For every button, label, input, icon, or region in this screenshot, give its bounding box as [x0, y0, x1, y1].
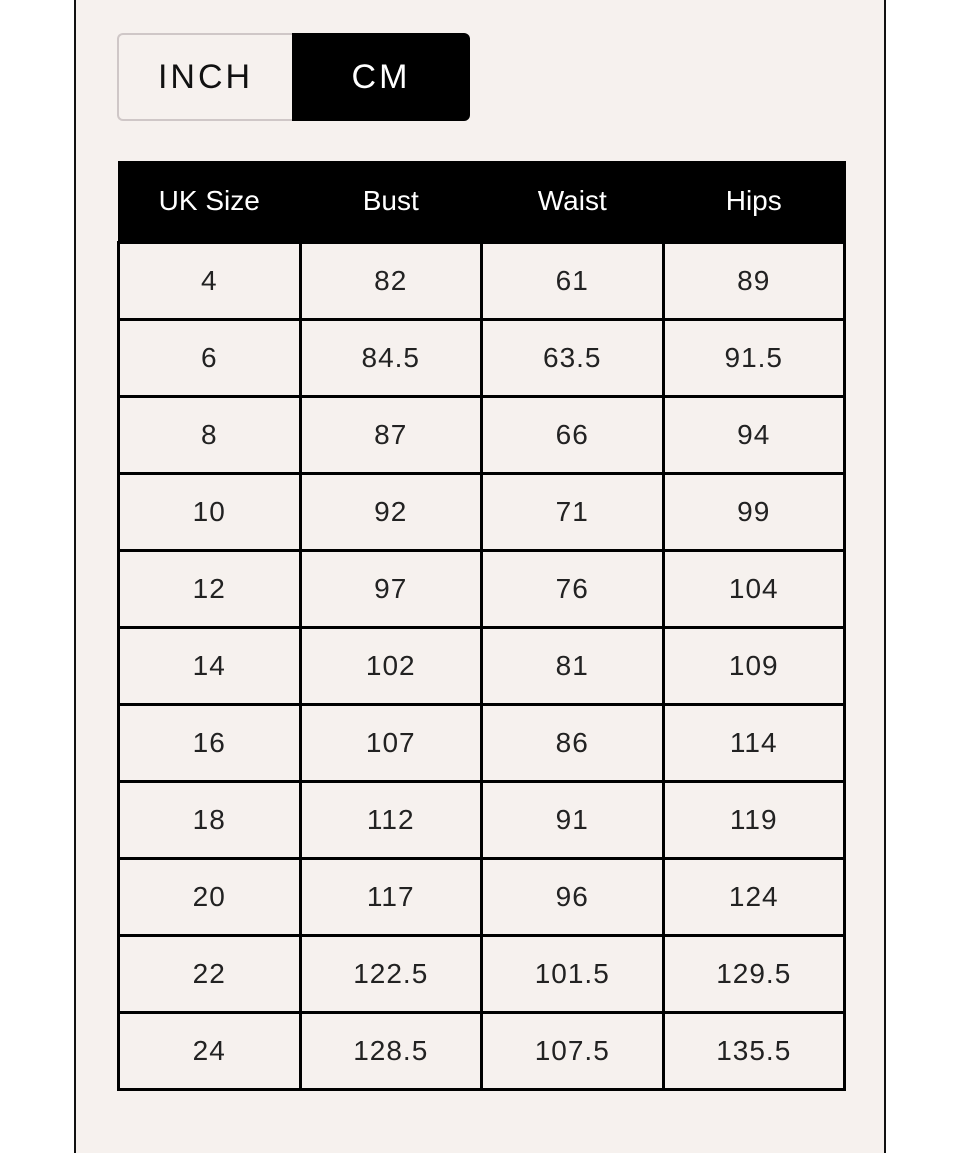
cell-hips: 109 [663, 628, 845, 705]
cell-hips: 114 [663, 705, 845, 782]
table-header-row [119, 161, 845, 243]
cell-bust: 84.5 [300, 320, 482, 397]
cell-hips: 94 [663, 397, 845, 474]
cell-bust: 82 [300, 243, 482, 320]
table-row [119, 782, 845, 859]
table-row [119, 474, 845, 551]
cell-bust: 128.5 [300, 1013, 482, 1090]
cell-bust: 107 [300, 705, 482, 782]
cell-bust: 117 [300, 859, 482, 936]
table-row [119, 705, 845, 782]
cell-waist: 81 [482, 628, 664, 705]
cell-hips: 124 [663, 859, 845, 936]
table-row [119, 936, 845, 1013]
cell-uk-size: 16 [119, 705, 301, 782]
cell-uk-size: 18 [119, 782, 301, 859]
table-row [119, 320, 845, 397]
cell-bust: 102 [300, 628, 482, 705]
cell-uk-size: 6 [119, 320, 301, 397]
header-uk-size: UK Size [119, 161, 301, 243]
cell-bust: 122.5 [300, 936, 482, 1013]
cell-hips: 99 [663, 474, 845, 551]
cell-waist: 66 [482, 397, 664, 474]
cell-waist: 76 [482, 551, 664, 628]
unit-toggle [117, 33, 470, 121]
cell-uk-size: 24 [119, 1013, 301, 1090]
cell-uk-size: 12 [119, 551, 301, 628]
cell-waist: 96 [482, 859, 664, 936]
table-row [119, 628, 845, 705]
header-bust: Bust [300, 161, 482, 243]
cell-waist: 86 [482, 705, 664, 782]
cell-hips: 119 [663, 782, 845, 859]
cell-uk-size: 8 [119, 397, 301, 474]
cm-button[interactable]: CM [292, 33, 470, 121]
cell-waist: 71 [482, 474, 664, 551]
cell-bust: 92 [300, 474, 482, 551]
cell-bust: 112 [300, 782, 482, 859]
cell-waist: 107.5 [482, 1013, 664, 1090]
header-waist: Waist [482, 161, 664, 243]
header-hips: Hips [663, 161, 845, 243]
cell-hips: 104 [663, 551, 845, 628]
size-guide-panel [74, 0, 886, 1153]
inch-button[interactable]: INCH [117, 33, 292, 121]
cell-uk-size: 22 [119, 936, 301, 1013]
cell-uk-size: 20 [119, 859, 301, 936]
cell-bust: 87 [300, 397, 482, 474]
cell-hips: 129.5 [663, 936, 845, 1013]
cell-waist: 91 [482, 782, 664, 859]
cell-waist: 101.5 [482, 936, 664, 1013]
cell-waist: 61 [482, 243, 664, 320]
cell-uk-size: 10 [119, 474, 301, 551]
cell-uk-size: 14 [119, 628, 301, 705]
cell-waist: 63.5 [482, 320, 664, 397]
cell-uk-size: 4 [119, 243, 301, 320]
table-row [119, 397, 845, 474]
table-row [119, 551, 845, 628]
table-row [119, 243, 845, 320]
cell-hips: 89 [663, 243, 845, 320]
table-row [119, 859, 845, 936]
cell-hips: 135.5 [663, 1013, 845, 1090]
cell-hips: 91.5 [663, 320, 845, 397]
table-row [119, 1013, 845, 1090]
cell-bust: 97 [300, 551, 482, 628]
size-chart-table [117, 161, 846, 1091]
